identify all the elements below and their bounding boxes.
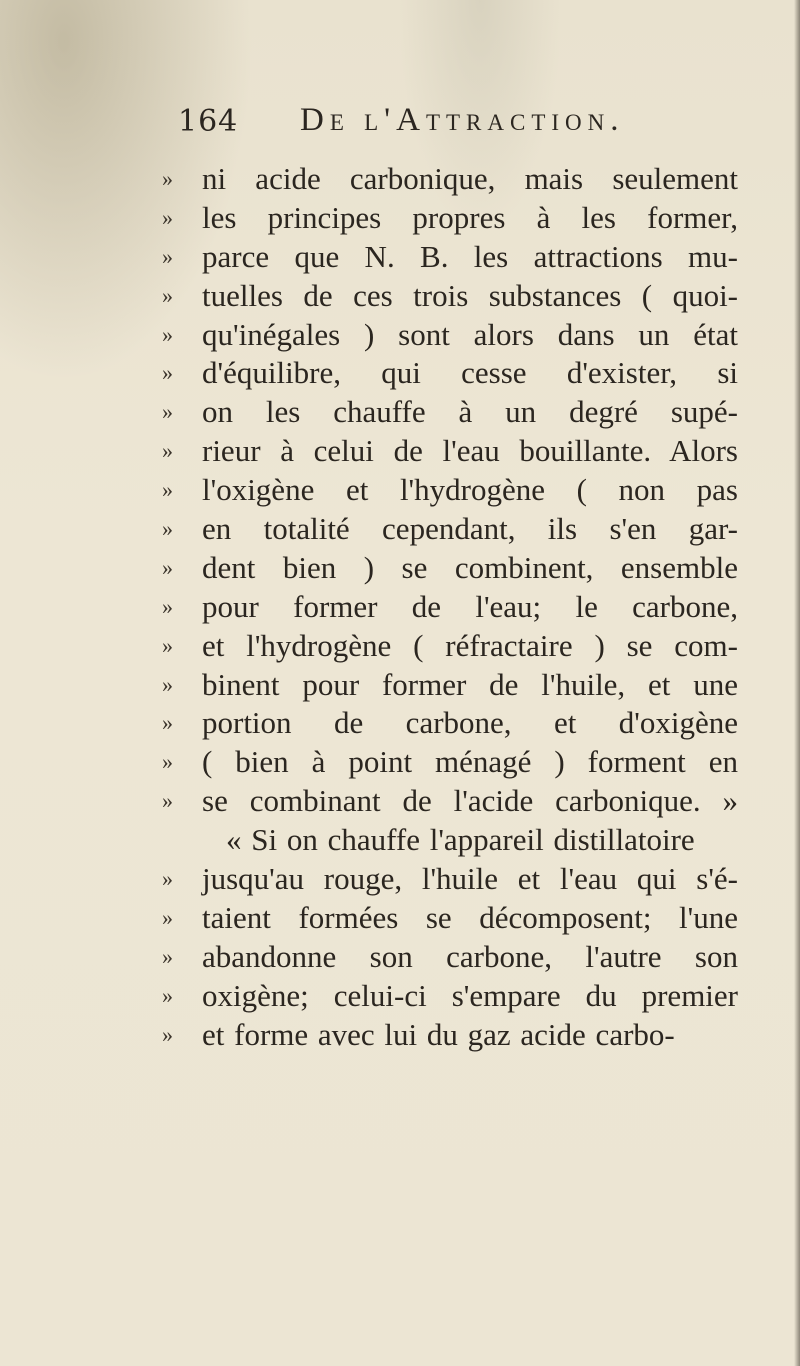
text-line	[148, 860, 738, 899]
text-line	[148, 666, 738, 705]
quote-mark: »	[162, 516, 173, 542]
line-text: et l'hydrogène ( réfractaire ) se com-	[202, 627, 738, 663]
line-text: ni acide carbonique, mais seulement	[202, 161, 738, 196]
text-line	[148, 160, 738, 199]
quote-mark: »	[162, 399, 173, 425]
text-line	[148, 588, 738, 627]
line-text: les principes propres à les former,	[202, 199, 738, 235]
quote-mark: »	[162, 671, 173, 697]
line-text: abandonne son carbone, l'autre son	[202, 938, 738, 974]
text-line	[148, 704, 738, 743]
quote-mark: »	[162, 866, 173, 892]
page-number: 164	[178, 104, 239, 139]
line-text: dent bien ) se combinent, ensemble	[202, 549, 738, 585]
text-line	[148, 1016, 738, 1055]
text-line	[148, 510, 738, 549]
text-line	[148, 277, 738, 316]
text-line	[148, 354, 738, 393]
text-line	[148, 393, 738, 432]
line-text: l'oxigène et l'hydrogène ( non pas	[202, 472, 738, 508]
quote-mark: »	[162, 749, 173, 775]
text-line	[148, 316, 738, 355]
line-text: jusqu'au rouge, l'huile et l'eau qui s'é-	[202, 861, 738, 897]
quote-mark: »	[162, 282, 173, 308]
page-edge-shadow	[794, 0, 800, 1366]
running-head: De l'Attraction.	[300, 102, 625, 138]
line-text: taient formées se décomposent; l'une	[202, 899, 738, 935]
line-text: « Si on chauffe l'appareil distillatoire	[226, 822, 695, 858]
quote-mark: »	[162, 243, 173, 269]
quote-mark: »	[162, 438, 173, 464]
text-line	[148, 549, 738, 588]
line-text: tuelles de ces trois substances ( quoi-	[202, 277, 738, 313]
text-line	[148, 199, 738, 238]
quote-mark: »	[162, 904, 173, 930]
text-line	[148, 238, 738, 277]
quote-mark: »	[162, 1021, 173, 1047]
line-text: ( bien à point ménagé ) forment en	[202, 744, 738, 780]
line-text: parce que N. B. les attractions mu-	[202, 238, 738, 274]
line-text: en totalité cependant, ils s'en gar-	[202, 511, 738, 547]
line-text: on les chauffe à un degré supé-	[202, 394, 738, 430]
line-text: et forme avec lui du gaz acide carbo-	[202, 1016, 675, 1052]
quote-mark: »	[162, 204, 173, 230]
quote-mark: »	[162, 166, 173, 191]
text-line	[148, 782, 738, 821]
text-line	[148, 743, 738, 782]
quote-mark: »	[162, 477, 173, 503]
line-text: portion de carbone, et d'oxigène	[202, 705, 738, 741]
line-text: qu'inégales ) sont alors dans un état	[202, 316, 738, 352]
quote-mark: »	[162, 710, 173, 736]
line-text: oxigène; celui-ci s'empare du premier	[202, 977, 738, 1013]
quote-mark: »	[162, 321, 173, 347]
body-text	[148, 160, 738, 1054]
text-line	[148, 821, 738, 860]
line-text: se combinant de l'acide carbonique. »	[202, 783, 738, 819]
quote-mark: »	[162, 554, 173, 580]
line-text: pour former de l'eau; le carbone,	[202, 588, 738, 624]
text-line	[148, 627, 738, 666]
line-text: rieur à celui de l'eau bouillante. Alors	[202, 433, 738, 469]
quote-mark: »	[162, 360, 173, 386]
quote-mark: »	[162, 943, 173, 969]
quote-mark: »	[162, 632, 173, 658]
text-line	[148, 432, 738, 471]
text-line	[148, 471, 738, 510]
quote-mark: »	[162, 593, 173, 619]
text-line	[148, 899, 738, 938]
text-line	[148, 938, 738, 977]
text-line	[148, 977, 738, 1016]
quote-mark: »	[162, 982, 173, 1008]
line-text: d'équilibre, qui cesse d'exister, si	[202, 355, 738, 391]
line-text: binent pour former de l'huile, et une	[202, 666, 738, 702]
quote-mark: »	[162, 788, 173, 814]
page-header	[178, 100, 658, 150]
